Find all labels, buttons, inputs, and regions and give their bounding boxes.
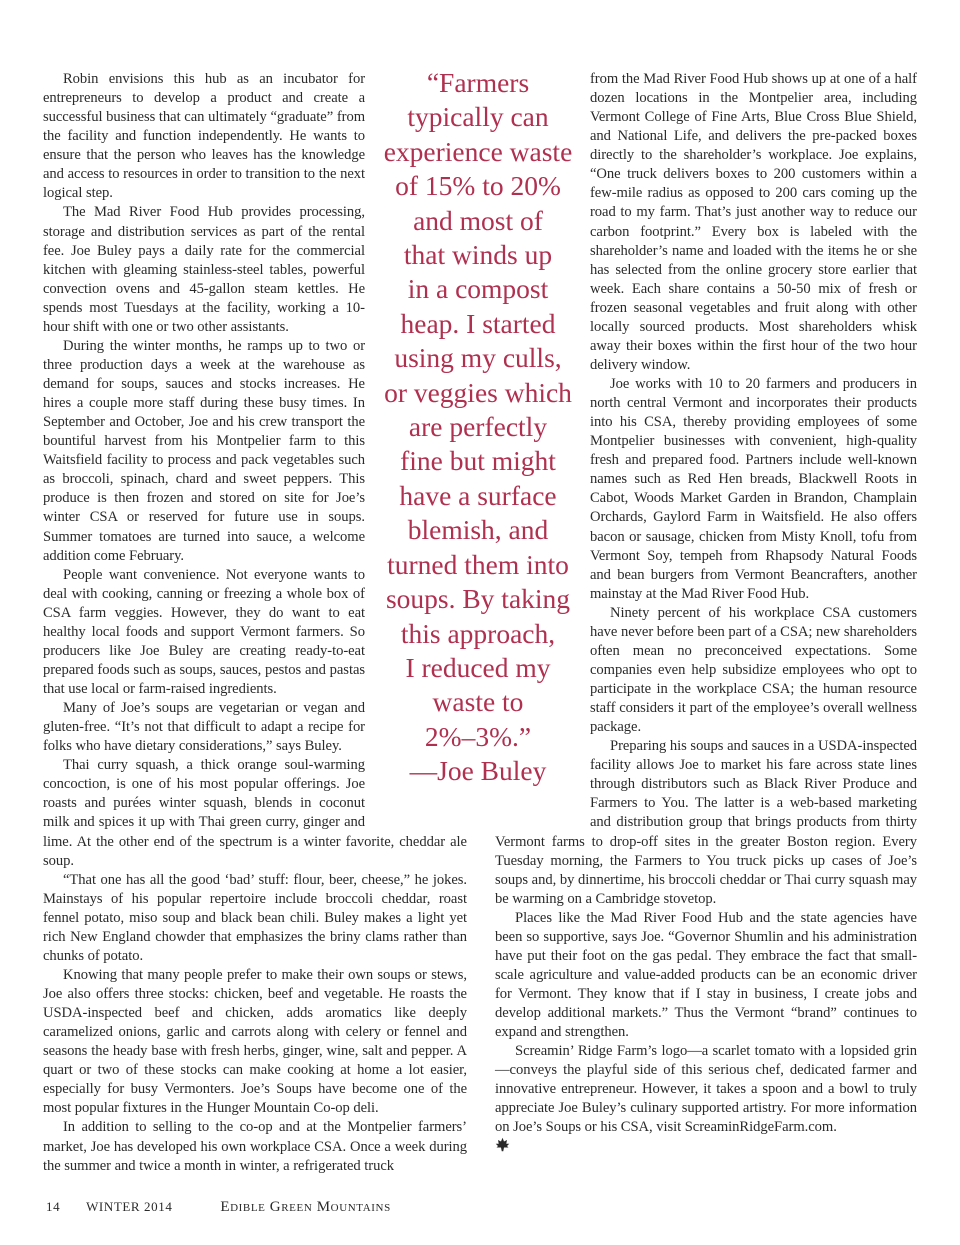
pull-quote-line: of 15% to 20% xyxy=(395,170,561,202)
issue-label: WINTER 2014 xyxy=(86,1199,173,1214)
pull-quote-line: have a surface xyxy=(399,479,557,511)
paragraph: Preparing his soups and sauces in a USDA-inspected facility allows Joe to market his fare across state lines through distributors such as Black River Produce and Farmers to You. The latter is a web-based marketing and distribution group that brings products from thirty Vermont farms to drop-off sites in the greater Boston region. Every Tuesday morning, the Farmers to You truck picks up cases of Joe’s soups and, by dinnertime, his broccoli cheddar or Thai curry squash may be warming on a Cambridge stovetop. xyxy=(495,738,917,907)
pull-quote-line: and most of xyxy=(413,204,543,236)
pull-quote-line: turned them into xyxy=(387,548,569,580)
paragraph: Screamin’ Ridge Farm’s logo—a scarlet tomato with a lopsided grin—conveys the playful side of this serious chef, dedicated farmer and innovative entrepreneur. However, it takes a spoon and a bowl to truly appreciate Joe Buley’s culinary supported artistry. For more information on Joe’s Soups or his CSA, visit ScreaminRidgeFarm.com. xyxy=(495,1043,917,1136)
pull-quote-line: I reduced my xyxy=(405,651,551,683)
paragraph: The Mad River Food Hub provides processing, storage and distribution services as part of the rental fee. Joe Buley pays a daily rate for the commercial kitchen with gleaming stainless-steel tables, powerful convection ovens and 45-gallon steam kettles. He spends most Tuesdays at the facility, working a 10-hour shift with one or two other assistants. xyxy=(43,204,365,335)
pull-quote-line: fine but might xyxy=(400,445,556,477)
pull-quote-line: 2%–3%.” xyxy=(424,720,532,752)
end-mark-line xyxy=(495,1140,917,1158)
paragraph: Many of Joe’s soups are vegetarian or vegan and gluten-free. “It’s not that difficult to adapt a recipe for folks who have dietary considerations,” says Buley. xyxy=(43,700,365,755)
pull-quote-line: or veggies which xyxy=(384,376,572,408)
paragraph: During the winter months, he ramps up to two or three production days a week at the warehouse as demand for soups, sauces and stocks increases. He hires a couple more staff during these busy times. In September and October, Joe and his crew transport the bountiful harvest from his Montpelier farm to this Waitsfield facility to process and pack vegetables such as broccoli, spinach, chard and sweet peppers. This produce is then frozen and stored on site for Joe’s winter CSA or reserved for future use in soups. Summer tomatoes are turned into sauce, a welcome addition come February. xyxy=(43,337,365,564)
paragraph: Thai curry squash, a thick orange soul-warming concoction, is one of his most popular offerings. Joe roasts and purées winter squash, blends in coconut milk and spices it up with Thai green curry, ginger and lime. At the other end of the spectrum is a winter favorite, cheddar ale soup. xyxy=(43,757,467,869)
pull-quote-line: soups. By taking xyxy=(385,583,571,615)
paragraph: In addition to selling to the co-op and at the Montpelier farmers’ market, Joe has developed his own workplace CSA. Once a week during the summer and twice a month in winter, a refrigerated truck xyxy=(43,1119,467,1174)
pull-quote-line: heap. I started xyxy=(400,307,556,339)
pull-quote-line: typically can xyxy=(407,101,549,133)
pull-quote-line: experience waste xyxy=(383,135,573,167)
paragraph: People want convenience. Not everyone wants to deal with cooking, canning or freezing a whole box of CSA farm veggies. However, they do want to eat healthy local foods and support Vermont farmers. So producers like Joe Buley are creating ready-to-eat prepared foods such as soups, sauces, pestos and pastas that use local or farm-raised ingredients. xyxy=(43,566,365,697)
pull-quote-line: “Farmers xyxy=(426,67,530,98)
pull-quote-line: this approach, xyxy=(400,617,556,649)
paragraph: from the Mad River Food Hub shows up at one of a half dozen locations in the Montpelier area, including Vermont College of Fine Arts, Blue Cross Blue Shield, and National Life, and delivers the pre-packed boxes directly to the shareholder’s workplace. Joe explains, “One truck delivers boxes to 200 customers within a few-mile radius as opposed to 200 cars coming up the road to my farm. That’s just another way to reduce our carbon footprint.” Every box is labeled with the shareholder’s name and loaded with the items he or she has selected from the online grocery store earlier that week. Each share contains a 50-50 mix of fresh or frozen seasonal vegetables and fruit along with other locally sourced products. Most shareholders whisk away their boxes within the first hour of the two hour delivery window. xyxy=(590,71,917,373)
paragraph: Robin envisions this hub as an incubator for entrepreneurs to develop a product and create a successful business that can ultimately “graduate” from the facility and function independently. He wants to ensure that the person who leaves has the knowledge and access to resources in order to transition to the next logical step. xyxy=(43,71,365,202)
paragraph: Joe works with 10 to 20 farmers and producers in north central Vermont and incorporates their products into his CSA, thereby providing employees of some Montpelier businesses with convenient, high-quality fresh and prepared food. Partners include well-known names such as Red Hen breads, Blackwell Roots in Cabot, Woods Market Garden in Brandon, Champlain Orchards, Gaylord Farm in Waitsfield. He also offers bacon or sausage, chicken from Misty Knoll, tofu from Vermont Soy, tempeh from Rhapsody Natural Foods and bean burgers from Vermont Beancrafters, another mainstay at the Mad River Food Hub. xyxy=(590,376,917,602)
pull-quote-line: are perfectly xyxy=(408,411,548,443)
pull-quote-line: blemish, and xyxy=(407,514,549,546)
pull-quote-attribution: —Joe Buley xyxy=(409,755,547,787)
paragraph: Ninety percent of his workplace CSA customers have never before been part of a CSA; new shareholders often mean no preconceived expectations. Some companies even help subsidize employees who opt to participate in the workplace CSA; the human resource staff considers it part of the employee’s overall wellness package. xyxy=(590,604,917,736)
pull-quote-line: in a compost xyxy=(407,273,549,305)
pull-quote xyxy=(378,66,578,789)
pull-quote-line: waste to xyxy=(432,686,524,718)
paragraph: Places like the Mad River Food Hub and the state agencies have been so supportive, says Joe. “Governor Shumlin and his administration have put their foot on the gas pedal. They embrace the fact that small-scale agriculture and value-added products can be an economic driver for Vermont. They know that if I stay in business, I create jobs and develop additional markets.” Thus the Vermont “brand” continues to expand and strengthen. xyxy=(495,909,917,1041)
paragraph: Knowing that many people prefer to make their own soups or stews, Joe also offers three stocks: chicken, beef and vegetable. He roasts the USDA-inspected beef and chicken, adds aromatics like deeply caramelized onions, garlic and carrots along with celery or fennel and seasons the heady base with fresh herbs, ginger, wine, salt and pepper. A quart or two of these stocks can make cooking at home a lot easier, especially for busy Vermonters. Joe’s Soups have become one of the most popular fixtures in the Hunger Mountain Co-op deli. xyxy=(43,966,467,1117)
paragraph: “That one has all the good ‘bad’ stuff: flour, beer, cheese,” he jokes. Mainstays of his popular repertoire include broccoli cheddar, roast fennel potato, miso soup and black bean chili. Buley makes a light yet rich New England chowder that emphasizes the briny clams rather than chunks of potato. xyxy=(43,871,467,964)
pull-quote-line: using my culls, xyxy=(394,342,562,374)
pull-quote-line: that winds up xyxy=(403,239,553,271)
maple-leaf-icon xyxy=(495,1137,510,1157)
magazine-name: Edible Green Mountains xyxy=(220,1199,391,1215)
page-footer xyxy=(46,1199,391,1216)
page-number: 14 xyxy=(46,1199,61,1214)
